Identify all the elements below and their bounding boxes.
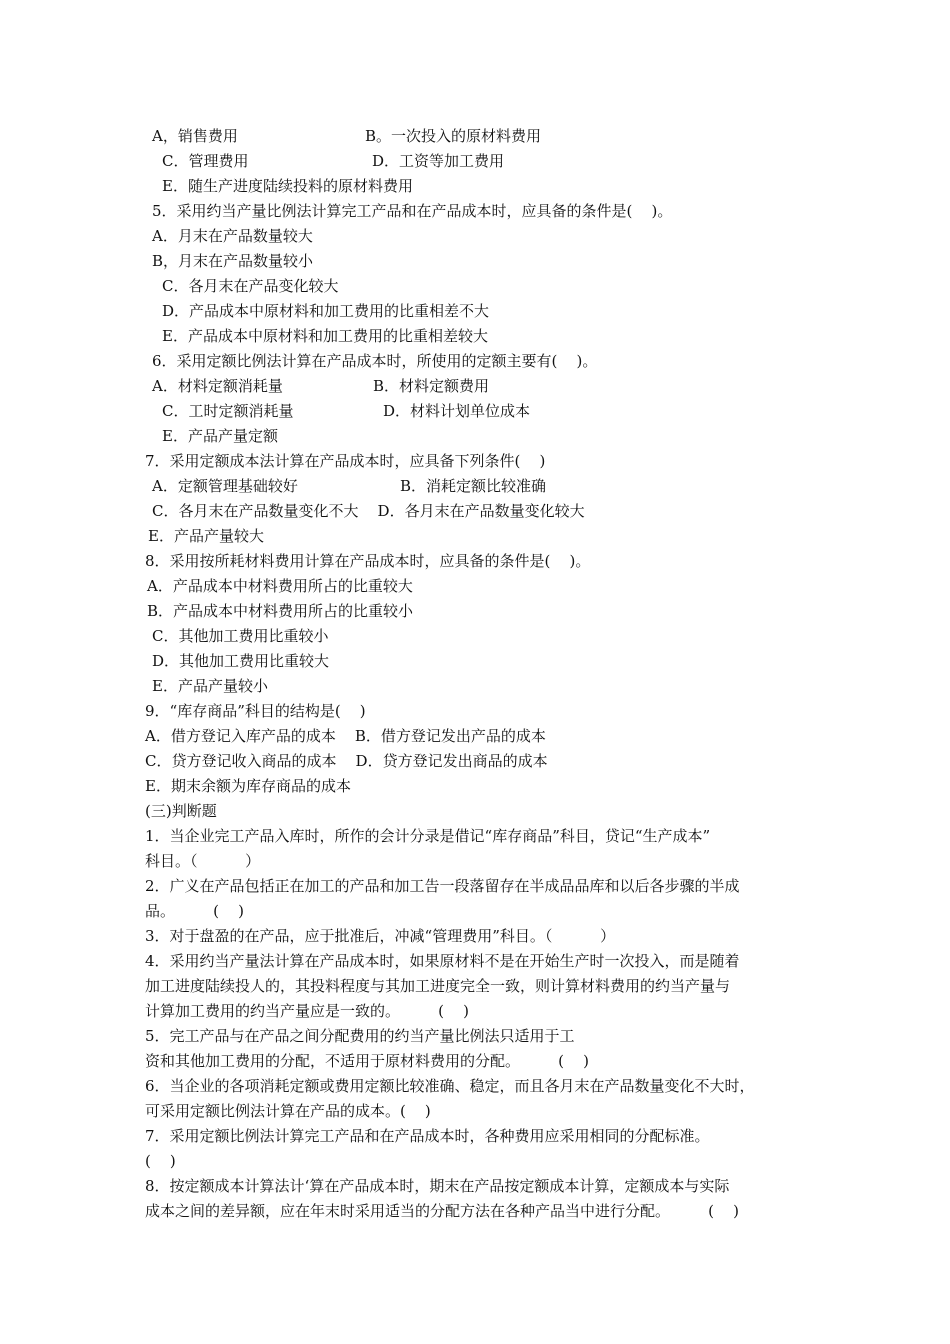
judgment-7-cont: ( ): [145, 1152, 176, 1170]
option-e: E．产品产量定额: [162, 427, 278, 445]
option-a: A．产品成本中材料费用所占的比重较大: [147, 577, 413, 595]
judgment-1-cont: 科目。（ ）: [145, 852, 261, 870]
section-heading: (三)判断题: [145, 802, 217, 820]
judgment-6: 6．当企业的各项消耗定额或费用定额比较准确、稳定，而且各月末在产品数量变化不大时，: [145, 1077, 755, 1095]
option-e: E．产品产量较小: [152, 677, 268, 695]
judgment-3: 3．对于盘盈的在产品，应于批准后，冲减“管理费用”科目。（ ）: [145, 927, 616, 945]
option-a-b: A．借方登记入库产品的成本 B．借方登记发出产品的成本: [145, 727, 546, 745]
judgment-1: 1．当企业完工产品入库时，所作的会计分录是借记“库存商品”科目，贷记“生产成本”: [145, 827, 711, 845]
option-a: A．月末在产品数量较大: [152, 227, 313, 245]
option-b: B，月末在产品数量较小: [152, 252, 314, 270]
judgment-4-cont: 计算加工费用的约当产量应是一致的。 ( ): [145, 1002, 469, 1020]
option-d: D．产品成本中原材料和加工费用的比重相差不大: [162, 302, 490, 320]
option-e: E．产品产量较大: [148, 527, 264, 545]
judgment-5-cont: 资和其他加工费用的分配，不适用于原材料费用的分配。 ( ): [145, 1052, 589, 1070]
option-a: A．定额管理基础较好: [152, 477, 298, 495]
option-c: C．各月末在产品变化较大: [162, 277, 339, 295]
question-6: 6．采用定额比例法计算在产品成本时，所使用的定额主要有( )。: [152, 352, 598, 370]
option-b: B．产品成本中材料费用所占的比重较小: [147, 602, 414, 620]
option-c-d: C．贷方登记收入商品的成本 D．贷方登记发出商品的成本: [145, 752, 548, 770]
option-e: E．期末余额为库存商品的成本: [145, 777, 351, 795]
option-d: D．其他加工费用比重较大: [152, 652, 330, 670]
option-c-d: C．各月末在产品数量变化不大 D．各月末在产品数量变化较大: [152, 502, 585, 520]
option-e: E．产品成本中原材料和加工费用的比重相差较大: [162, 327, 488, 345]
option-c: C．其他加工费用比重较小: [152, 627, 329, 645]
question-8: 8．采用按所耗材料费用计算在产品成本时，应具备的条件是( )。: [145, 552, 591, 570]
option-c: C．工时定额消耗量: [162, 402, 294, 420]
question-9: 9．“库存商品”科目的结构是( ): [145, 702, 366, 720]
option-d: D．材料计划单位成本: [383, 402, 531, 420]
option-d: D．工资等加工费用: [372, 152, 505, 170]
judgment-2: 2．广义在产品包括正在加工的产品和加工告一段落留存在半成品品库和以后各步骤的半成: [145, 877, 740, 895]
option-b: B。一次投入的原材料费用: [365, 127, 542, 145]
question-5: 5．采用约当产量比例法计算完工产品和在产品成本时，应具备的条件是( )。: [152, 202, 673, 220]
judgment-7: 7．采用定额比例法计算完工产品和在产品成本时，各种费用应采用相同的分配标准。: [145, 1127, 710, 1145]
judgment-8: 8．按定额成本计算法计‘算在产品成本时，期末在产品按定额成本计算，定额成本与实际: [145, 1177, 730, 1195]
question-7: 7．采用定额成本法计算在产品成本时，应具备下列条件( ): [145, 452, 546, 470]
option-b: B．消耗定额比较准确: [400, 477, 547, 495]
option-b: B．材料定额费用: [373, 377, 490, 395]
option-a: A，销售费用: [152, 127, 238, 145]
judgment-2-cont: 品。 ( ): [145, 902, 244, 920]
option-c: C．管理费用: [162, 152, 249, 170]
judgment-5: 5．完工产品与在产品之间分配费用的约当产量比例法只适用于工: [145, 1027, 575, 1045]
judgment-8-cont: 成本之间的差异额，应在年末时采用适当的分配方法在各种产品当中进行分配。 ( ): [145, 1202, 739, 1220]
judgment-6-cont: 可采用定额比例法计算在产品的成本。( ): [145, 1102, 431, 1120]
judgment-4-cont: 加工进度陆续投人的，其投料程度与其加工进度完全一致，则计算材料费用的约当产量与: [145, 977, 731, 995]
judgment-4: 4．采用约当产量法计算在产品成本时，如果原材料不是在开始生产时一次投入，而是随着: [145, 952, 740, 970]
option-e: E．随生产进度陆续投料的原材料费用: [162, 177, 413, 195]
option-a: A．材料定额消耗量: [152, 377, 283, 395]
